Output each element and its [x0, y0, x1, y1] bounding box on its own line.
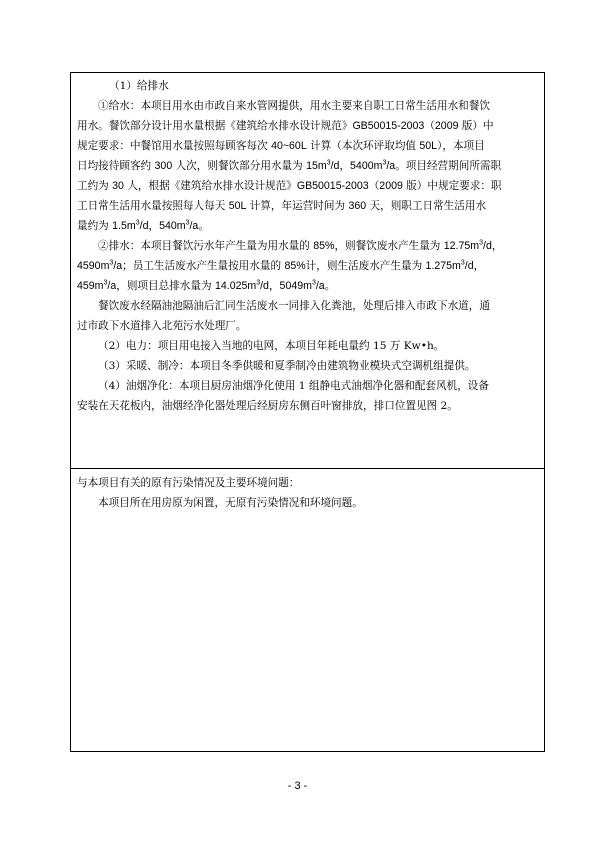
- existing-pollution-section: [71, 469, 544, 751]
- wastewater-paragraph: [77, 296, 538, 336]
- drainage-line: ②排水：本项目餐饮污水年产生量为用水量的 85%，则餐饮废水产生量为 $12.75m^3/d$，: [98, 239, 503, 252]
- form-frame: [70, 72, 545, 752]
- electricity-paragraph: （2）电力：项目用电接入当地的电网，本项目年耗电量约 15 万 Kw•h。: [98, 340, 445, 352]
- wastewater-line: 过市政下水道排入北苑污水处理厂。: [77, 320, 247, 332]
- water-supply-line: 工约为 30 人，根据《建筑给水排水设计规范》GB50015-2003（2009 版）中规定要求：职: [77, 180, 502, 192]
- drainage-line: $4590m^3/a$；员工生活废水产生量按用水量的 85%计，则生活废水产生量为 $1.275m^3/d$，: [77, 259, 485, 272]
- water-supply-line: 工日常生活用水量按照每人每天 50L 计算，年运营时间为 360 天，则职工日常生活用水: [77, 200, 487, 212]
- drainage-line: $459m^3/a$，则项目总排水量为 $14.025m^3/d$，$5049m^3/a$。: [77, 279, 336, 292]
- water-supply-line: 用水。餐饮部分设计用水量根据《建筑给水排水设计规范》GB50015-2003（2009 版）中: [77, 120, 494, 132]
- water-supply-paragraph: [77, 96, 538, 236]
- water-heading: （1）给排水: [109, 80, 169, 92]
- heating-paragraph: （3）采暖、制冷：本项目冬季供暖和夏季制冷由建筑物业模块式空调机组提供。: [98, 360, 476, 372]
- existing-pollution-title: 与本项目有关的原有污染情况及主要环境问题：: [77, 477, 300, 489]
- fume-line: （4）油烟净化：本项目厨房油烟净化使用 1 组静电式油烟净化器和配套风机，设备: [98, 380, 489, 392]
- wastewater-line: 餐饮废水经隔油池隔油后汇同生活废水一同排入化粪池，处理后排入市政下水道，通: [98, 300, 490, 312]
- fume-paragraph: [77, 376, 538, 416]
- drainage-paragraph: [77, 236, 538, 296]
- page-number: - 3 -: [287, 780, 308, 792]
- water-supply-line: 规定要求：中餐馆用水量按照每顾客每次 40~60L 计算（本次环评取均值 50L），本项目: [77, 140, 485, 152]
- fume-line: 安装在天花板内，油烟经净化器处理后经厨房东侧百叶窗排放，排口位置见图 2。: [77, 400, 458, 412]
- existing-pollution-body: 本项目所在用房原为闲置，无原有污染情况和环境问题。: [98, 497, 363, 509]
- water-supply-line: 日均接待顾客约 300 人次，则餐饮部分用水量为 $15m^3/d$，$5400m^3/a$。项目经营期间所需职: [77, 159, 502, 172]
- water-supply-line: 量约为 $1.5m^3/d$，$540m^3/a$。: [77, 219, 209, 232]
- utilities-section: [71, 73, 544, 469]
- water-supply-line: ①给水：本项目用水由市政自来水管网提供，用水主要来自职工日常生活用水和餐饮: [98, 100, 490, 112]
